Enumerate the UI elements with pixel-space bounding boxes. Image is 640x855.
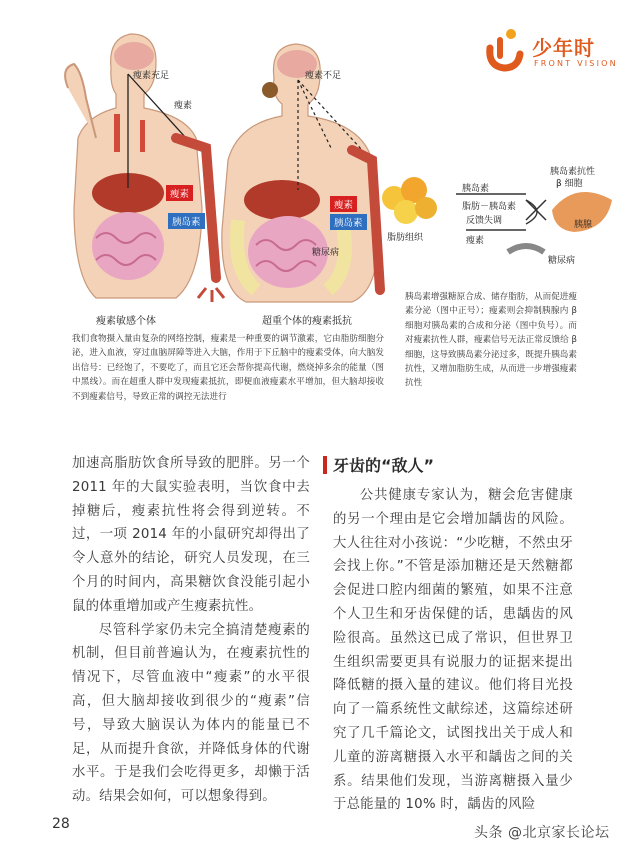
insulin-badge: 胰岛素 bbox=[330, 214, 367, 230]
insulin-badge-left: 胰岛素 bbox=[168, 213, 205, 229]
watermark: 头条 @北京家长论坛 bbox=[474, 825, 610, 841]
adipose-tissue-label: 脂肪组织 bbox=[387, 233, 424, 243]
pancreas-label: 胰腺 bbox=[574, 220, 593, 230]
leptin-arrow-label: 瘦素 bbox=[466, 236, 485, 246]
leptin-badge-left: 瘦素 bbox=[166, 185, 193, 201]
page-number: 28 bbox=[52, 816, 70, 832]
leptin-label: 瘦素 bbox=[174, 101, 193, 111]
fat-insulin-label: 脂肪－胰岛素 bbox=[462, 202, 517, 212]
figure-caption-right: 胰岛素增强糖原合成、储存脂肪，从而促进瘦素分泌（图中正号）；瘦素则会抑制胰腺内 β 细胞对胰岛素的合成和分泌（图中负号）。而对瘦素抗性人群，瘦素信号无法正常反馈给 β 细胞，这导致胰岛素分泌过多，既提升胰岛素抗性，又增加脂肪生成，从而进一步增强瘦素抗性 bbox=[405, 292, 577, 389]
diabetes-right-label: 糖尿病 bbox=[548, 256, 576, 266]
left-column bbox=[72, 452, 310, 809]
beta-cell-label: β 细胞 bbox=[556, 179, 583, 189]
leptin-sufficient-label: 瘦素充足 bbox=[133, 71, 170, 81]
middle-body-illustration bbox=[212, 40, 392, 308]
insulin-arrow-label: 胰岛素 bbox=[462, 184, 490, 194]
leptin-insufficient-label: 瘦素不足 bbox=[305, 71, 342, 81]
right-column bbox=[333, 484, 573, 817]
left-paragraph-1: 加速高脂肪饮食所导致的肥胖。另一个 2011 年的大鼠实验表明，当饮食中去掉糖后，瘦素抗性将会得到逆转。不过，一项 2014 年的小鼠研究却得出了令人意外的结论，研究人员发现，在三个月的时间内，高果糖饮食没能引起小鼠的体重增加或产生瘦素抗性。 bbox=[72, 456, 310, 614]
middle-figure-caption: 超重个体的瘦素抵抗 bbox=[262, 316, 352, 327]
feedback-disorder-label: 反馈失调 bbox=[466, 216, 503, 226]
insulin-resistance-label: 胰岛素抗性 bbox=[550, 167, 596, 177]
diabetes-label: 糖尿病 bbox=[312, 248, 340, 258]
right-paragraph-1: 公共健康专家认为，糖会危害健康的另一个理由是它会增加龋齿的风险。大人往往对小孩说：“少吃糖，不然虫牙会找上你。”不管是添加糖还是天然糖都会促进口腔内细菌的繁殖，如果不注意个人卫生和牙齿保健的话，患龋齿的风险很高。虽然这已成了常识，但世界卫生组织需要更具有说服力的证据来提出降低糖的摄入量的建议。他们将目光投向了一篇系统性文献综述，这篇综述研究了几千篇论文，试图找出关于成人和儿童的游离糖摄入水平和龋齿之间的关系。结果他们发现，当游离糖摄入量少于总能量的 10% 时，龋齿的风险 bbox=[333, 488, 573, 813]
logo-text: 少年时 bbox=[532, 36, 595, 60]
section-title: 牙齿的“敌人” bbox=[333, 456, 435, 475]
left-figure-caption: 瘦素敏感个体 bbox=[96, 316, 156, 327]
logo-subtitle: FRONT VISION bbox=[534, 59, 618, 68]
leptin-badge: 瘦素 bbox=[330, 196, 357, 212]
section-title-marker bbox=[323, 456, 327, 474]
figure-caption-left: 我们食物摄入量由复杂的网络控制，瘦素是一种重要的调节激素，它由脂肪细胞分泌，进入血液，穿过血脑屏障等进入大脑，作用于下丘脑中的瘦素受体，向大脑发出信号：已经饱了，不要吃了，而且它还会帮你提高代谢，燃烧掉多余的能量（图中黑线）。而在超重人群中发现瘦素抵抗，即便血液瘦素水平增加，但大脑却接收不到瘦素信号，导致正常的调控无法进行 bbox=[72, 334, 384, 402]
left-paragraph-2: 尽管科学家仍未完全搞清楚瘦素的机制，但目前普遍认为，在瘦素抗性的情况下，尽管血液中“瘦素”的水平很高，但大脑却接收到很少的“瘦素”信号，导致大脑误认为体内的能量已不足，从而提升食欲，并降低身体的代谢水平。于是我们会吃得更多，却懒于活动。结果会如何，可以想象得到。 bbox=[72, 622, 310, 805]
